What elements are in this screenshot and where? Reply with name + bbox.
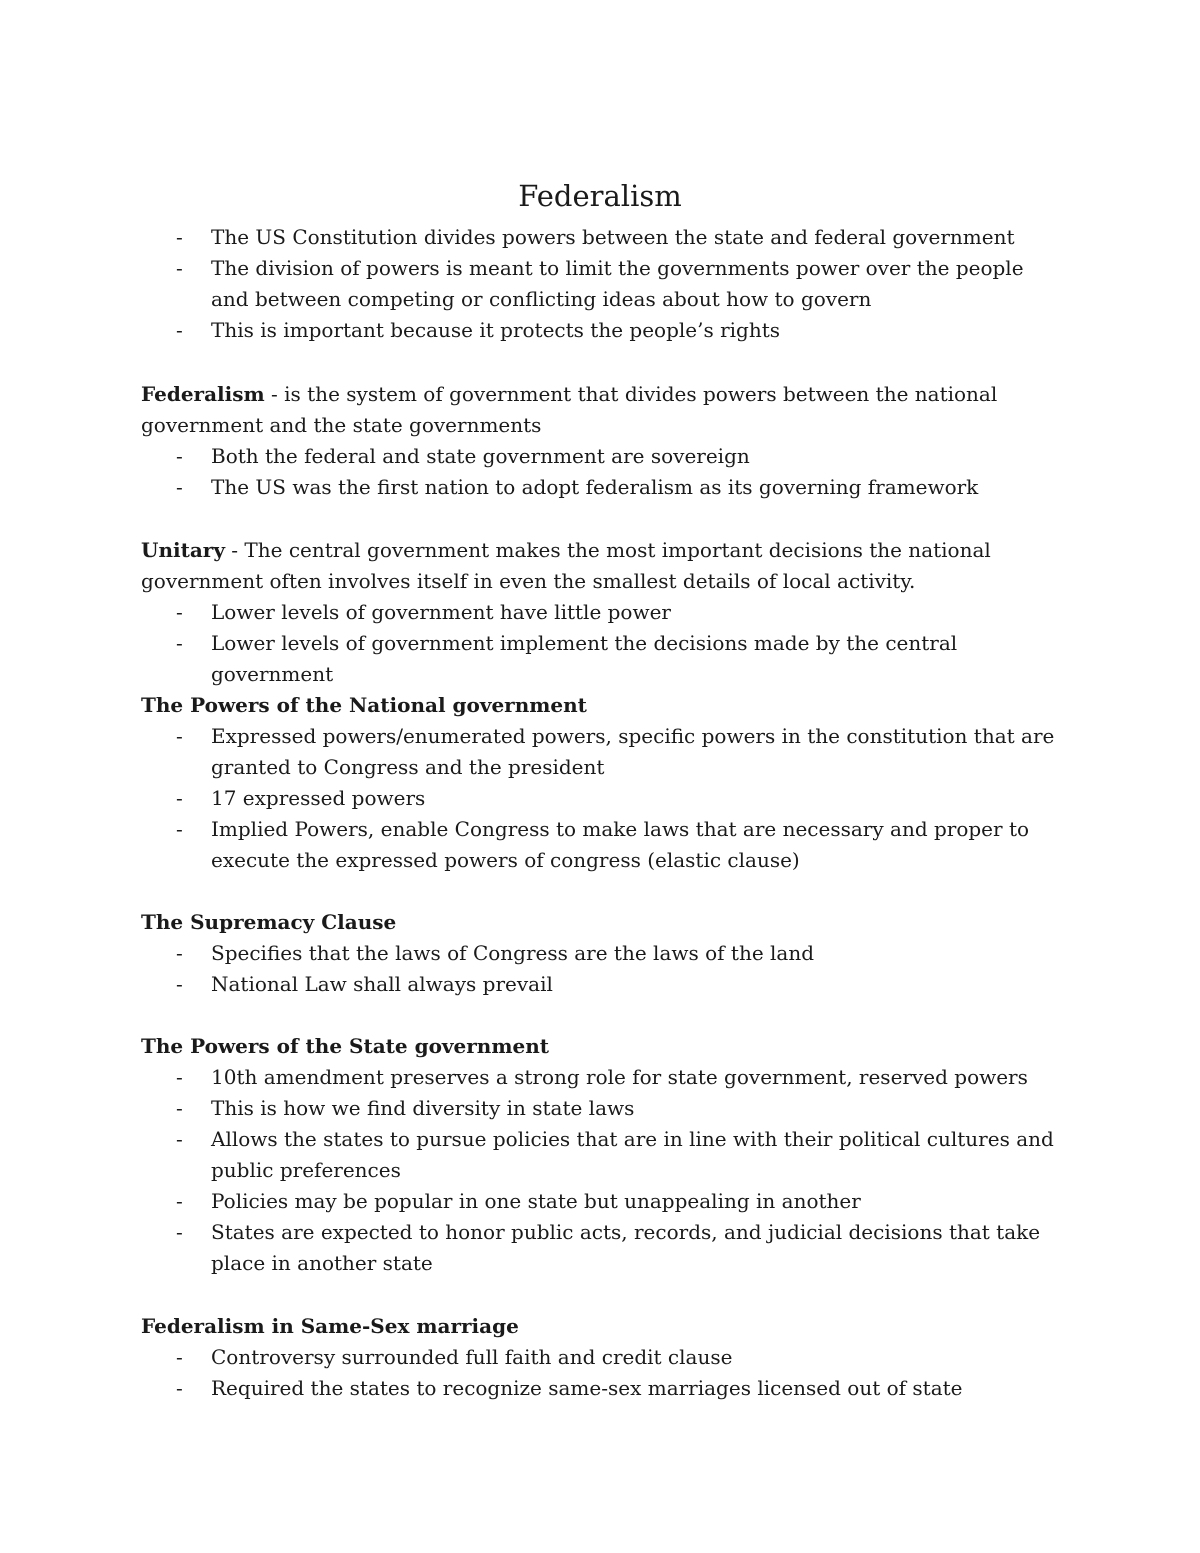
list-item: - Specifies that the laws of Congress are the laws of the land (141, 938, 1061, 969)
dash-bullet: - (176, 631, 183, 655)
dash-bullet: - (176, 1065, 183, 1089)
list-item: - Implied Powers, enable Congress to make laws that are necessary and proper to execute the expressed powers of congress (elastic clause) (141, 814, 1061, 876)
list-item: - States are expected to honor public acts, records, and judicial decisions that take place in another state (141, 1217, 1061, 1279)
dash-bullet: - (176, 256, 183, 280)
dash-bullet: - (176, 475, 183, 499)
dash-bullet: - (176, 444, 183, 468)
list-item: - Both the federal and state government are sovereign (141, 441, 1061, 472)
intro-section (141, 222, 1061, 346)
dash-bullet: - (176, 225, 183, 249)
dash-bullet: - (176, 1220, 183, 1244)
list-item: - Lower levels of government implement the decisions made by the central government (141, 628, 1061, 690)
national-powers-list (141, 721, 1061, 876)
dash-bullet: - (176, 1096, 183, 1120)
list-item: - This is important because it protects the people’s rights (141, 315, 1061, 346)
same-sex-section (141, 1311, 1061, 1404)
section-heading: The Supremacy Clause (141, 910, 397, 934)
list-item: - The US was the first nation to adopt federalism as its governing framework (141, 472, 1061, 503)
list-item: - Expressed powers/enumerated powers, specific powers in the constitution that are granted to Congress and the president (141, 721, 1061, 783)
list-item: - Policies may be popular in one state but unappealing in another (141, 1186, 1061, 1217)
dash-bullet: - (176, 972, 183, 996)
dash-bullet: - (176, 817, 183, 841)
unitary-section (141, 535, 1061, 690)
unitary-term: Unitary (141, 538, 225, 562)
list-item: - 10th amendment preserves a strong role for state government, reserved powers (141, 1062, 1061, 1093)
intro-list (141, 222, 1061, 346)
state-powers-section (141, 1031, 1061, 1279)
list-item: - Required the states to recognize same-sex marriages licensed out of state (141, 1373, 1061, 1404)
dash-bullet: - (176, 786, 183, 810)
federalism-definition: Federalism - is the system of government that divides powers between the national government and the state governments (141, 382, 998, 437)
dash-bullet: - (176, 1189, 183, 1213)
national-powers-section (141, 690, 1061, 876)
dash-bullet: - (176, 600, 183, 624)
list-item: - Controversy surrounded full faith and credit clause (141, 1342, 1061, 1373)
section-heading: The Powers of the National government (141, 693, 587, 717)
dash-bullet: - (176, 1127, 183, 1151)
dash-bullet: - (176, 1376, 183, 1400)
list-item: - The US Constitution divides powers between the state and federal government (141, 222, 1061, 253)
unitary-definition: Unitary - The central government makes the most important decisions the national government often involves itself in even the smallest details of local activity. (141, 538, 991, 593)
list-item: - National Law shall always prevail (141, 969, 1061, 1000)
dash-bullet: - (176, 318, 183, 342)
dash-bullet: - (176, 1345, 183, 1369)
same-sex-list (141, 1342, 1061, 1404)
list-item: - This is how we find diversity in state laws (141, 1093, 1061, 1124)
page-title: Federalism (518, 179, 682, 213)
section-heading: Federalism in Same-Sex marriage (141, 1314, 519, 1338)
section-heading: The Powers of the State government (141, 1034, 550, 1058)
unitary-list (141, 597, 1061, 690)
list-item: - 17 expressed powers (141, 783, 1061, 814)
supremacy-section (141, 907, 1061, 1000)
supremacy-list (141, 938, 1061, 1000)
federalism-list (141, 441, 1061, 503)
state-powers-list (141, 1062, 1061, 1279)
dash-bullet: - (176, 724, 183, 748)
list-item: - Allows the states to pursue policies that are in line with their political cultures and public preferences (141, 1124, 1061, 1186)
list-item: - The division of powers is meant to limit the governments power over the people and between competing or conflicting ideas about how to govern (141, 253, 1061, 315)
dash-bullet: - (176, 941, 183, 965)
federalism-section (141, 379, 1061, 503)
list-item: - Lower levels of government have little power (141, 597, 1061, 628)
federalism-term: Federalism (141, 382, 265, 406)
